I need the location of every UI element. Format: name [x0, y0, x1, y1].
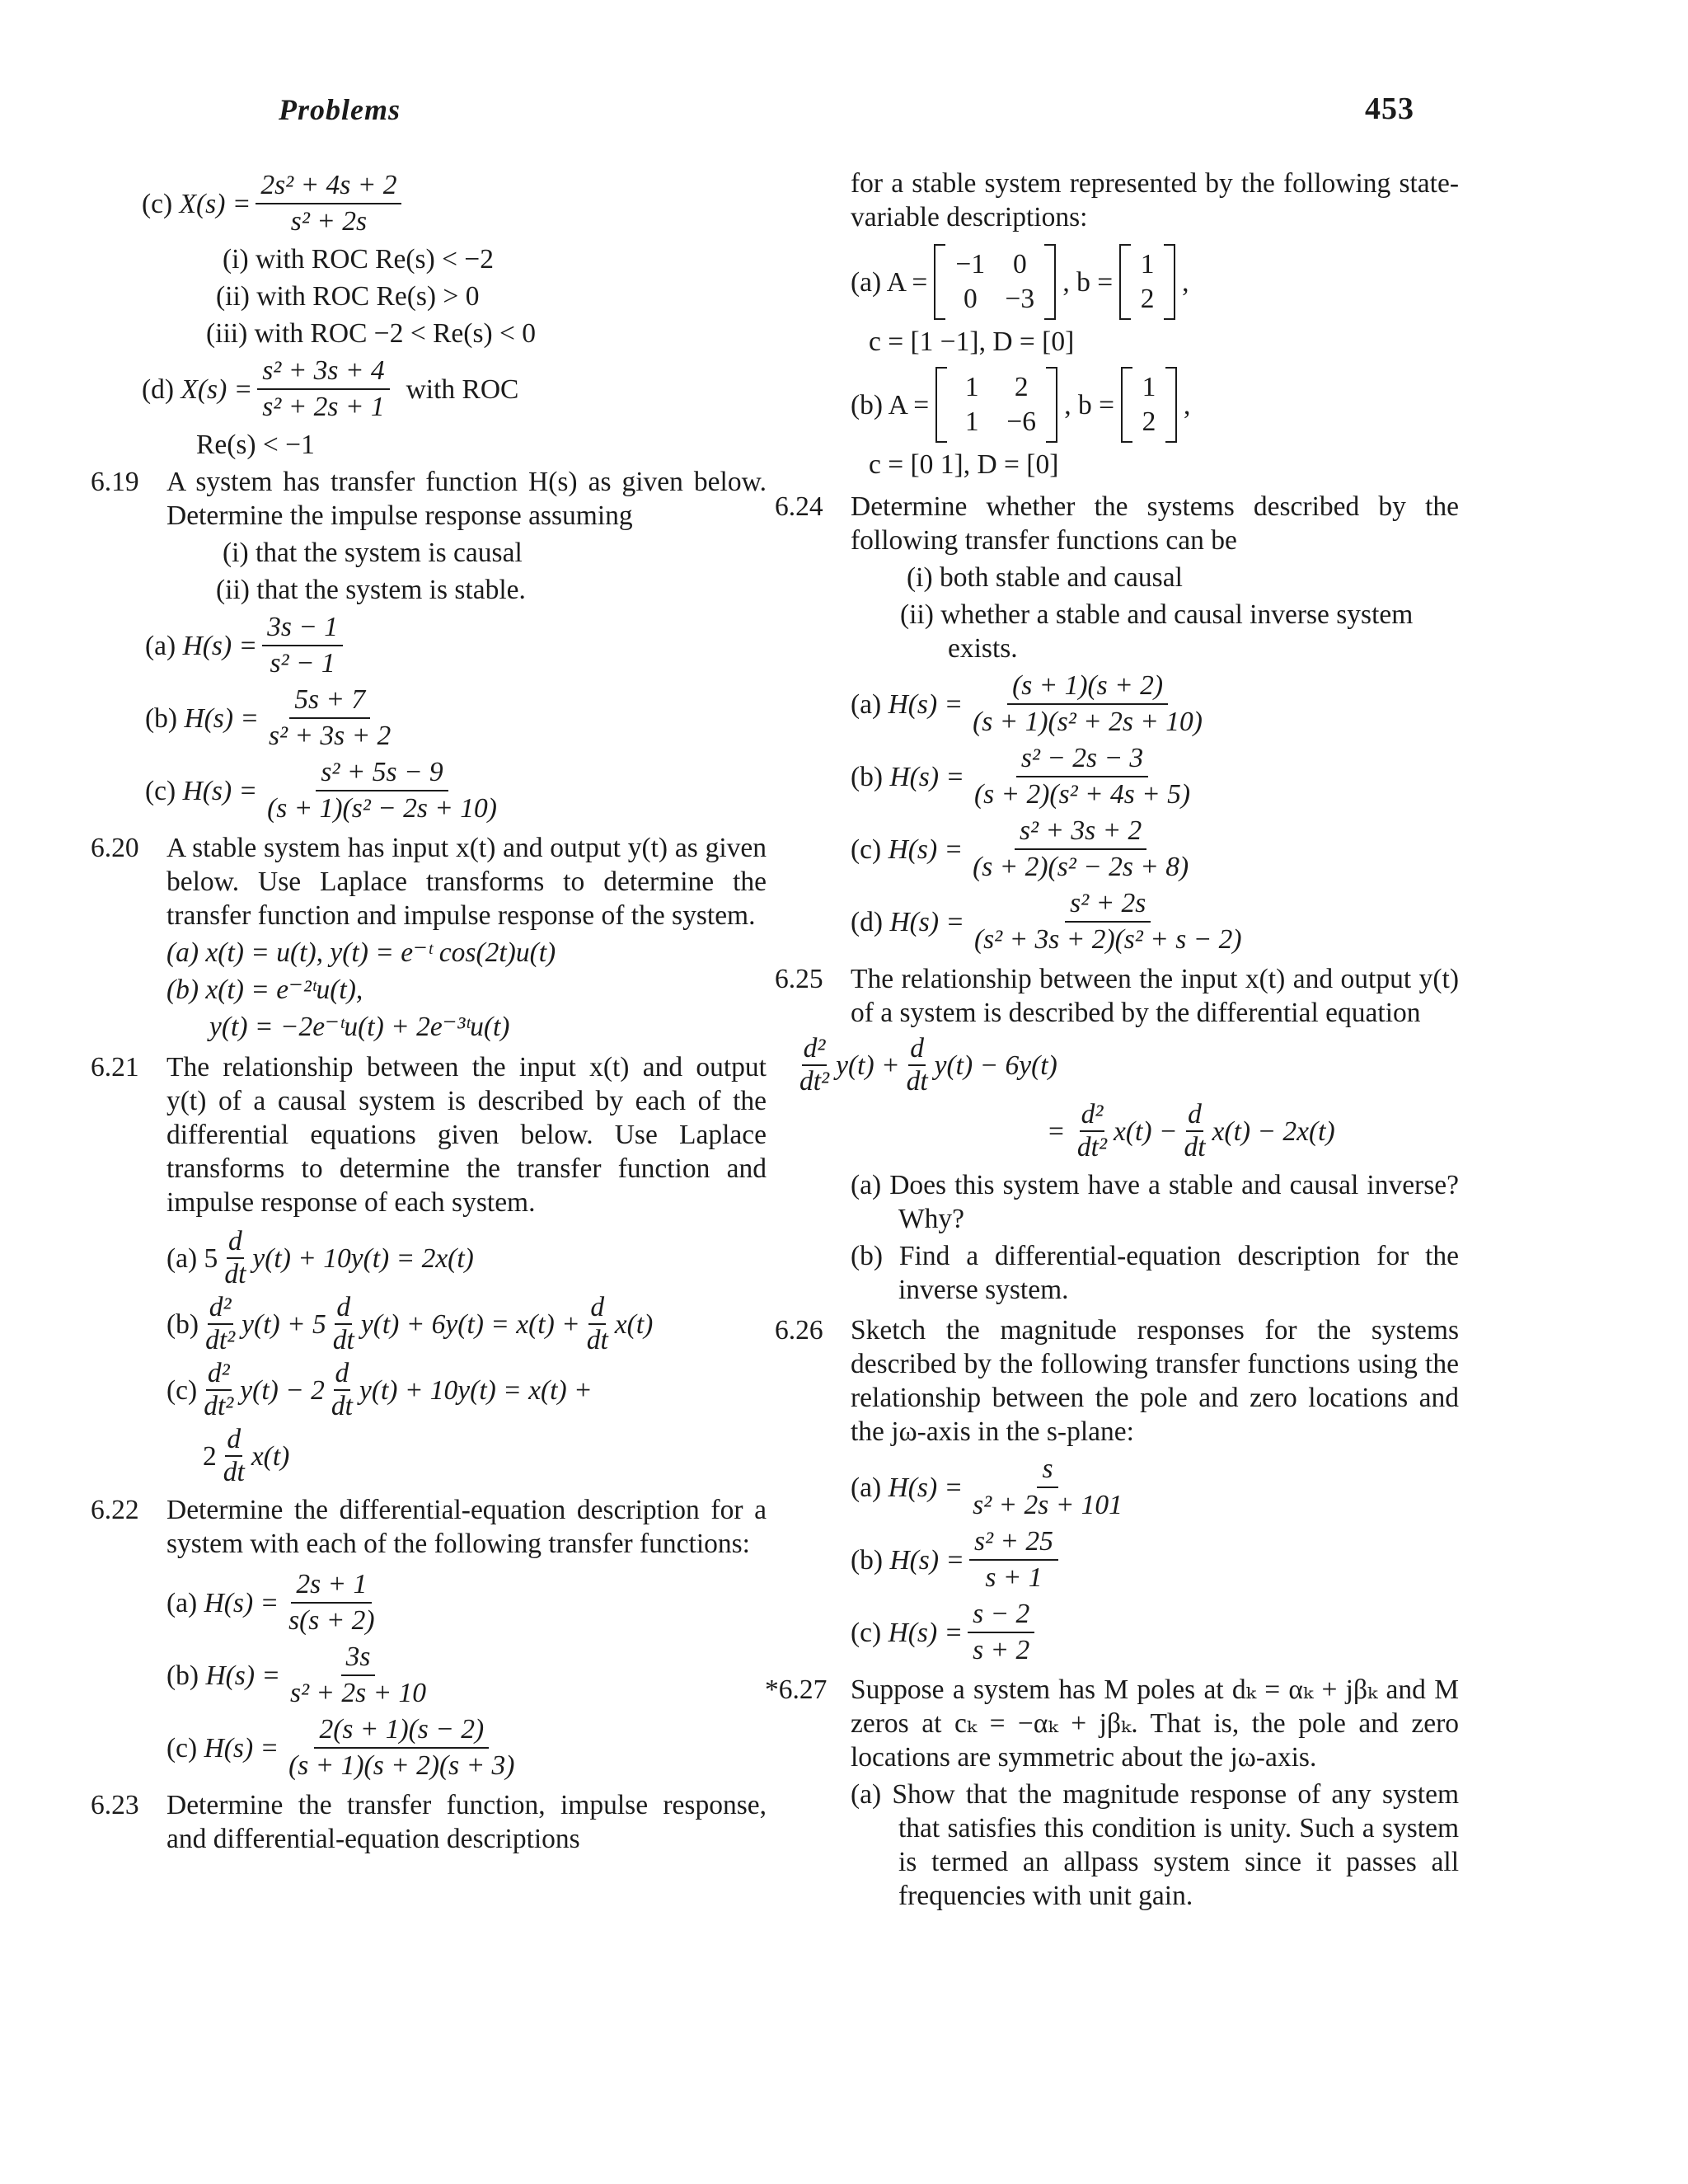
problem-number: 6.26	[775, 1315, 823, 1346]
problem-text: Suppose a system has M poles at dₖ = αₖ + jβₖ and M zeros at cₖ = −αₖ + jβₖ. That is, the pole and zero locations are symmetric about the jω-axis.	[851, 1674, 1459, 1773]
problem-6-20: 6.20 A stable system has input x(t) and output y(t) as given below. Use Laplace transforms to determine the transfer function and impulse response of the system. (a) x(t) = u(t), y(t) = e⁻ᵗ cos(2t)u(t) (b) x(t) = e⁻²ᵗu(t), y(t) = −2e⁻ᵗu(t) + 2e⁻³ᵗu(t)	[91, 833, 767, 1042]
list-item: (a) Does this system have a stable and causal inverse? Why?	[851, 1170, 1459, 1234]
problem-number: 6.21	[91, 1052, 139, 1083]
problem-number: 6.24	[775, 491, 823, 522]
problem-text: Determine whether the systems described by the following transfer functions can be	[851, 491, 1459, 556]
problem-text: The relationship between the input x(t) and output y(t) of a causal system is described by each of the differential equations given below. Use Laplace transforms to determine the transfer function and impulse response of each system.	[166, 1052, 767, 1218]
problem-6-26: 6.26 Sketch the magnitude responses for the systems described by the following transfer functions using the relationship between the pole and zero locations and the jω-axis in the s-plane: (a) H(s) = $\frac{s}{\text{s² + 2s + 101}}$ (b) H(s) = $\frac{\text{s² + 25}}{s + 1}$ (c) H(s) = $\frac{s - 2}{s + 2}$	[775, 1315, 1459, 1665]
problem-6-21: 6.21 The relationship between the input x(t) and output y(t) of a causal system is described by each of the differential equations given below. Use Laplace transforms to determine the transfer function and impulse response of each system. (a) 5 $\frac{d}{dt}$ y(t) + 10y(t) = 2x(t) (b) $\frac{\text{d²}}{\text{dt²}}$ y(t) + 5 $\frac{d}{dt}$ y(t) + 6y(t) = x(t) + $\frac{d}{dt}$ x(t) (c) $\frac{\text{d²}}{\text{dt²}}$ y(t) − 2 $\frac{d}{dt}$ y(t) + 10y(t) = x(t) + 2 $\frac{d}{dt}$ x(t)	[91, 1052, 767, 1487]
problem-6-18-part-d: (d) X(s) = $\frac{\text{s² + 3s + 4}}{\text{s² + 2s + 1}}$ with ROC Re(s) < −1	[142, 355, 519, 460]
problem-6-25: 6.25 The relationship between the input x(t) and output y(t) of a system is described by the differential equation $\frac{\text{d²}}{\text{dt²}}$ y(t) + $\frac{d}{dt}$ y(t) − 6y(t) = $\frac{\text{d²}}{\text{dt²}}$ x(t) − $\frac{d}{dt}$ x(t) − 2x(t) (a) Does this system have a stable and causal inverse? Why? (b) Find a differential-equation description for the inverse system.	[775, 964, 1459, 1305]
problem-6-23-continued: for a stable system represented by the following state-variable descriptions: (a) A = −1 0 0 −3 , b = 1 2 , c = [1 −1], D = [0] (b) A = 1 2 1 −6 , b = 1 2 , c = [0 1], D = [0]	[851, 168, 1459, 480]
right-column	[765, 165, 1459, 1919]
problem-number: 6.25	[775, 964, 823, 994]
problem-6-24: 6.24 Determine whether the systems described by the following transfer functions can be (i) both stable and causal (ii) whether a stable and causal inverse system exists. (a) H(s) = $\frac{(s + 1)(s + 2)}{\text{(s + 1)(s² + 2s + 10)}}$ (b) H(s) = $\frac{\text{s² − 2s − 3}}{\text{(s + 2)(s² + 4s + 5)}}$ (c) H(s) = $\frac{\text{s² + 3s + 2}}{\text{(s + 2)(s² − 2s + 8)}}$ (d) H(s) = $\frac{\text{s² + 2s}}{\text{(s² + 3s + 2)(s² + s − 2)}}$	[775, 491, 1459, 955]
running-header: Problems	[279, 93, 401, 126]
left-column	[91, 165, 767, 1862]
list-item: (i) both stable and causal	[907, 562, 1183, 593]
problem-text: Determine the differential-equation description for a system with each of the following transfer functions:	[166, 1495, 767, 1559]
problem-number: *6.27	[765, 1674, 828, 1705]
list-item: (iii) with ROC −2 < Re(s) < 0	[206, 318, 537, 349]
list-item: (a) Show that the magnitude response of any system that satisfies this condition is unity. Such a system is termed an allpass system since it passes all frequencies with unit gain.	[851, 1779, 1459, 1911]
problem-number: 6.23	[91, 1790, 139, 1820]
problem-text: A system has transfer function H(s) as given below. Determine the impulse response assuming	[166, 467, 767, 531]
vector-b: 1 2	[1119, 244, 1175, 320]
problem-number: 6.19	[91, 467, 139, 497]
list-item: (ii) whether a stable and causal inverse system exists.	[900, 599, 1414, 664]
page-number: 453	[1365, 92, 1414, 126]
list-item: (i) with ROC Re(s) < −2	[223, 244, 495, 275]
list-item: (b) Find a differential-equation description for the inverse system.	[851, 1241, 1459, 1305]
problem-6-19: 6.19 A system has transfer function H(s) as given below. Determine the impulse response assuming (i) that the system is causal (ii) that the system is stable. (a) H(s) = $\frac{3s - 1}{\text{s² − 1}}$ (b) H(s) = $\frac{5s + 7}{\text{s² + 3s + 2}}$ (c) H(s) = $\frac{\text{s² + 5s − 9}}{\text{(s + 1)(s² − 2s + 10)}}$	[91, 467, 767, 824]
problem-6-18-part-c: (c) X(s) = $\frac{\text{2s² + 4s + 2}}{\text{s² + 2s}}$ (i) with ROC Re(s) < −2 (ii) with ROC Re(s) > 0 (iii) with ROC −2 < Re(s) < 0	[91, 170, 767, 350]
problem-text: The relationship between the input x(t) and output y(t) of a system is described by the differential equation	[851, 964, 1459, 1028]
vector-b: 1 2	[1121, 367, 1177, 443]
list-item: (ii) that the system is stable.	[216, 575, 526, 605]
problem-text: Determine the transfer function, impulse response, and differential-equation descriptions	[166, 1790, 767, 1854]
problem-number: 6.22	[91, 1495, 139, 1525]
problem-text: for a stable system represented by the following state-variable descriptions:	[851, 168, 1459, 232]
list-item: (i) that the system is causal	[223, 538, 523, 568]
matrix-A: −1 0 0 −3	[934, 244, 1056, 320]
problem-number: 6.20	[91, 833, 139, 863]
problem-6-27	[765, 1673, 1459, 1913]
problem-6-22: 6.22 Determine the differential-equation description for a system with each of the following transfer functions: (a) H(s) = $\frac{2s + 1}{s(s + 2)}$ (b) H(s) = $\frac{3s}{\text{s² + 2s + 10}}$ (c) H(s) = $\frac{2(s + 1)(s - 2)}{(s + 1)(s + 2)(s + 3)}$	[91, 1495, 767, 1781]
problem-text: Sketch the magnitude responses for the systems described by the following transfer functions using the relationship between the pole and zero locations and the jω-axis in the s-plane:	[851, 1315, 1459, 1447]
list-item: (ii) with ROC Re(s) > 0	[216, 281, 480, 312]
problem-text: A stable system has input x(t) and output y(t) as given below. Use Laplace transforms to determine the transfer function and impulse response of the system.	[166, 833, 767, 931]
problem-6-23	[91, 1788, 767, 1856]
matrix-A: 1 2 1 −6	[935, 367, 1057, 443]
